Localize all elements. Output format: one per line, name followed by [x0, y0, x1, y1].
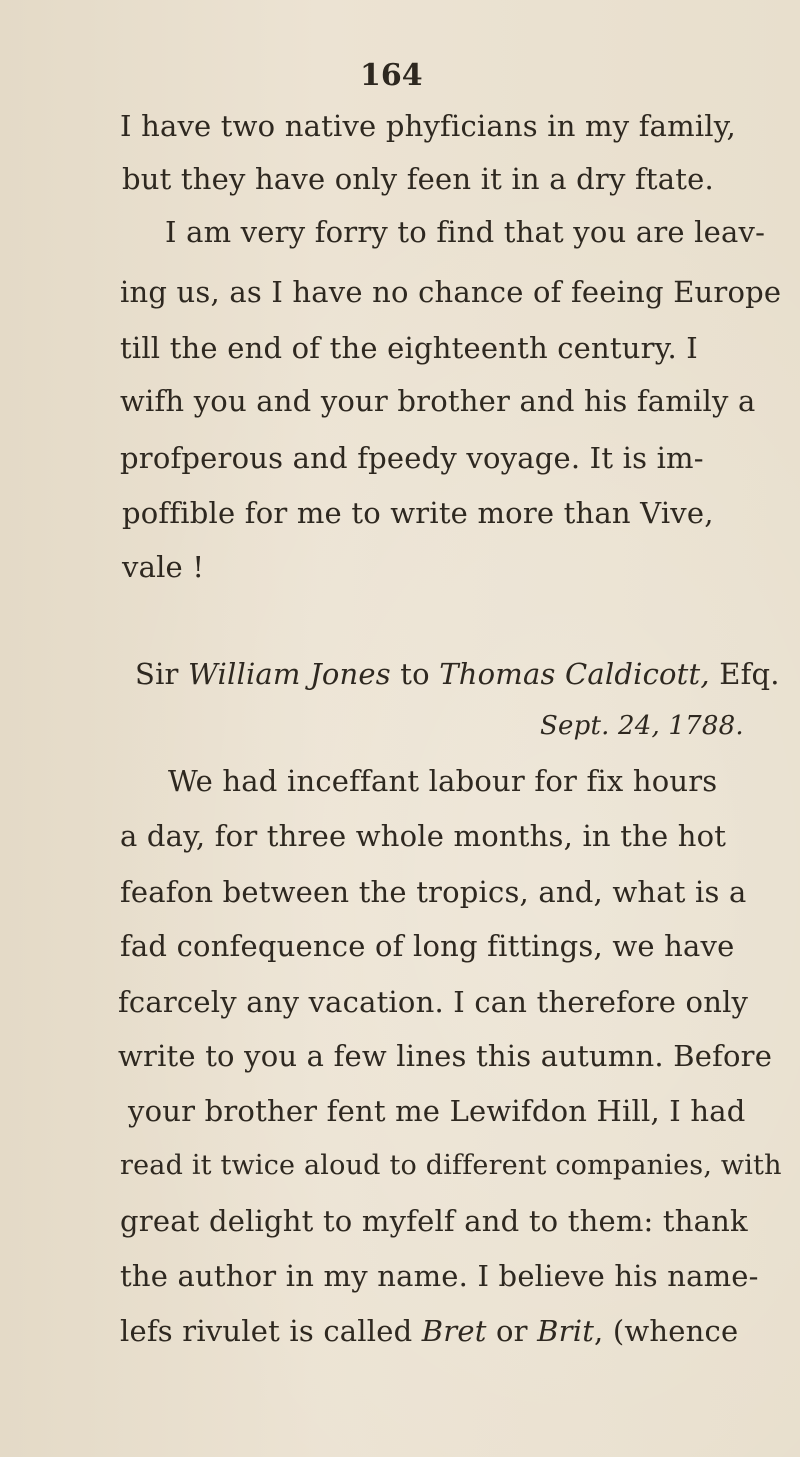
text-line: a day, for three whole months, in the hot — [120, 819, 727, 853]
heading-recipient: Thomas Caldicott, — [439, 657, 710, 691]
text-line: your brother fent me Lewifdon Hill, I had — [128, 1094, 746, 1128]
text-line: wifh you and your brother and his family a — [120, 384, 756, 418]
heading-sender: William Jones — [188, 657, 391, 691]
last-line-d: Brit — [537, 1314, 595, 1348]
last-line-a: lefs rivulet is called — [120, 1314, 422, 1348]
heading-to: to — [390, 657, 440, 691]
text-line: the author in my name. I believe his name- — [120, 1259, 759, 1293]
text-line: I am very forry to find that you are leav- — [165, 215, 766, 249]
text-line: profperous and fpeedy voyage. It is im- — [120, 441, 704, 475]
text-line: poffible for me to write more than Vive, — [122, 496, 714, 530]
text-line: We had inceffant labour for fix hours — [168, 764, 718, 798]
text-line: feafon between the tropics, and, what is a — [120, 875, 747, 909]
text-line: great delight to myfelf and to them: thank — [120, 1204, 748, 1238]
text-line: I have two native phyficians in my family, — [120, 109, 736, 143]
last-line-e: , (whence — [594, 1314, 739, 1348]
heading-suffix: Efq. — [709, 657, 780, 691]
letter-heading — [135, 657, 780, 691]
last-line-b: Bret — [421, 1314, 487, 1348]
letter-date: Sept. 24, 1788. — [540, 711, 744, 741]
last-line-c: or — [486, 1314, 538, 1348]
heading-prefix: Sir — [135, 657, 189, 691]
page-number: 164 — [360, 58, 423, 93]
text-line: ing us, as I have no chance of feeing Europe — [120, 275, 782, 309]
text-line-last — [120, 1314, 739, 1348]
text-line: fad confequence of long fittings, we have — [120, 929, 735, 963]
text-line: fcarcely any vacation. I can therefore only — [118, 985, 749, 1019]
text-line: read it twice aloud to different companies, with — [120, 1150, 782, 1181]
text-line: till the end of the eighteenth century. I — [120, 331, 698, 365]
text-line: but they have only feen it in a dry ftate. — [122, 162, 714, 196]
text-line: vale ! — [122, 550, 205, 584]
text-line: write to you a few lines this autumn. Before — [118, 1039, 773, 1073]
